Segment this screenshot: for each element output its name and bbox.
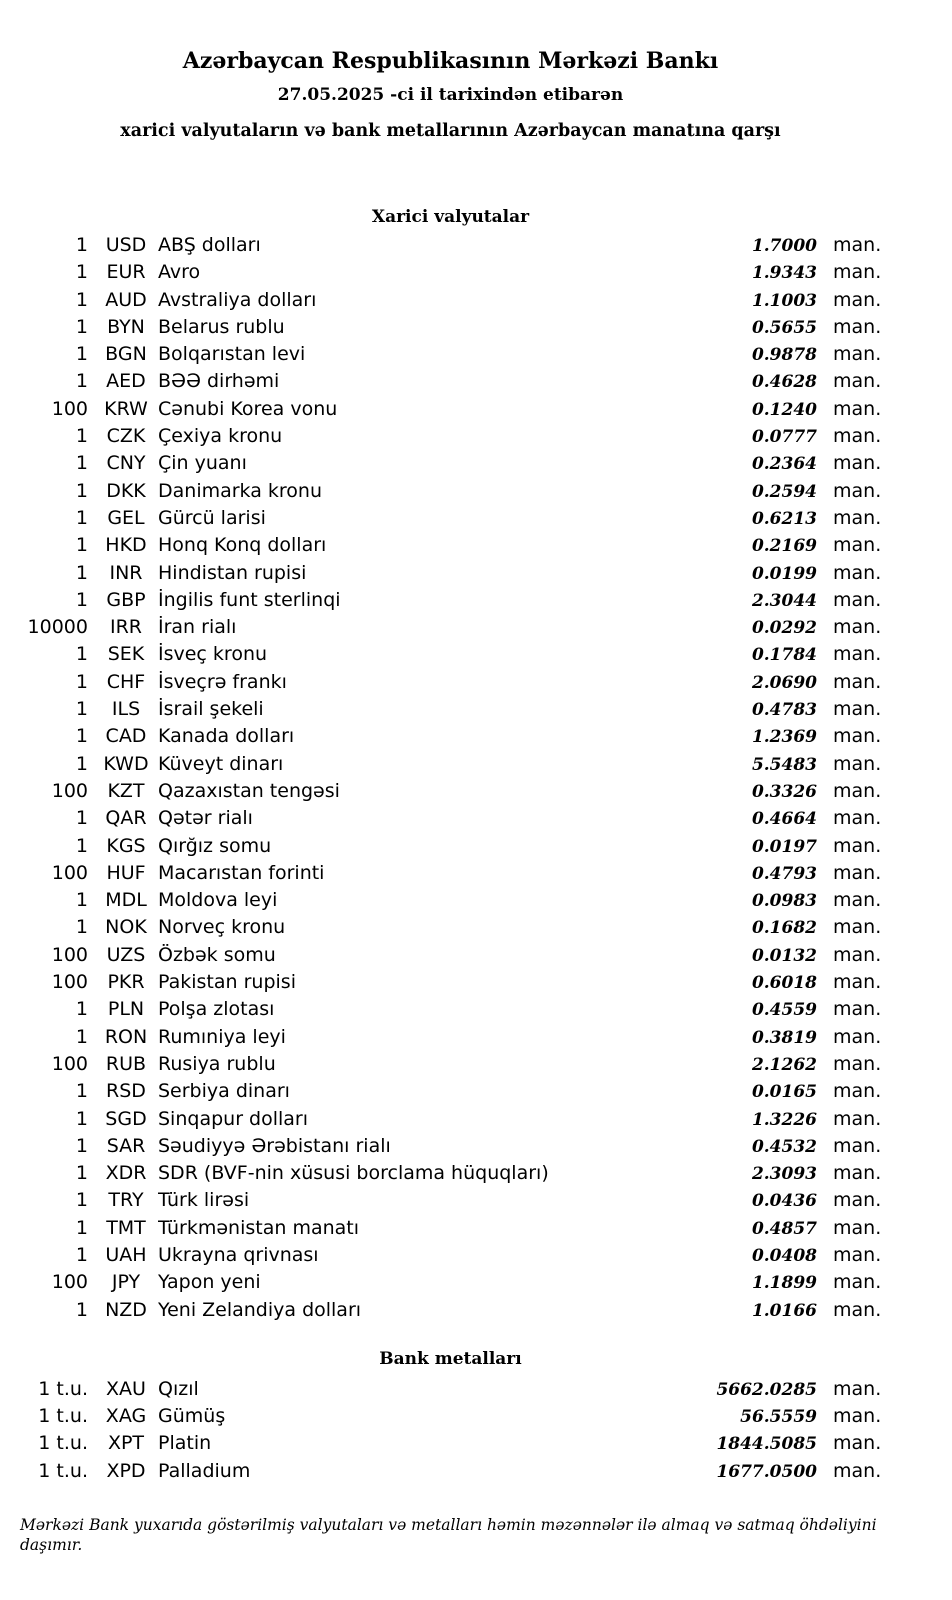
quantity-cell: 1	[75, 288, 88, 311]
rate-cell: 0.4783	[751, 700, 817, 721]
rate-cell: 2.1262	[751, 1054, 817, 1075]
currency-code-cell: GBP	[106, 588, 146, 611]
unit-cell: man.	[833, 1025, 882, 1048]
currency-name-cell: Özbək somu	[158, 943, 276, 966]
quantity-cell: 1	[75, 1025, 88, 1048]
unit-cell: man.	[833, 834, 882, 857]
currency-row	[20, 944, 881, 971]
currency-code-cell: UZS	[106, 943, 146, 966]
currency-code-cell: RUB	[105, 1052, 147, 1075]
unit-cell: man.	[833, 1459, 882, 1482]
quantity-cell: 100	[51, 943, 88, 966]
rate-cell: 0.6018	[751, 973, 817, 994]
currency-name-cell: Honq Konq dolları	[158, 534, 327, 557]
quantity-cell: 1 t.u.	[38, 1432, 88, 1455]
quantity-cell: 1	[75, 1134, 88, 1157]
rate-cell: 5662.0285	[716, 1379, 817, 1400]
currency-name-cell: Bolqarıstan levi	[158, 343, 306, 366]
currency-row	[20, 398, 881, 425]
quantity-cell: 1	[75, 752, 88, 775]
metal-row	[20, 1378, 881, 1405]
rate-cell: 1.1003	[751, 290, 817, 311]
currency-row	[20, 234, 881, 261]
quantity-cell: 100	[51, 861, 88, 884]
unit-cell: man.	[833, 425, 882, 448]
metal-name-cell: Palladium	[158, 1459, 251, 1482]
rate-cell: 0.3326	[751, 781, 817, 802]
metal-code-cell: XAU	[106, 1377, 146, 1400]
metal-row	[20, 1460, 881, 1487]
currency-name-cell: ABŞ dolları	[158, 234, 261, 256]
currency-code-cell: NOK	[105, 916, 147, 939]
currency-row	[20, 807, 881, 834]
rate-cell: 1844.5085	[716, 1434, 817, 1455]
rate-cell: 1.0166	[751, 1300, 817, 1321]
page-subtitle: xarici valyutaların və bank metallarının Azərbaycan manatına qarşı	[120, 121, 781, 141]
quantity-cell: 100	[51, 971, 88, 994]
rate-cell: 0.0777	[751, 427, 817, 448]
quantity-cell: 1	[75, 425, 88, 448]
currency-row	[20, 616, 881, 643]
currency-row	[20, 916, 881, 943]
currency-name-cell: Serbiya dinarı	[158, 1080, 290, 1103]
currency-name-cell: Danimarka kronu	[158, 479, 323, 502]
currency-name-cell: Macarıstan forinti	[158, 861, 325, 884]
currency-code-cell: SGD	[105, 1107, 147, 1130]
unit-cell: man.	[833, 1162, 882, 1185]
rate-cell: 1677.0500	[716, 1461, 817, 1482]
currency-code-cell: EUR	[106, 261, 146, 284]
unit-cell: man.	[833, 452, 882, 475]
rate-cell: 2.3093	[751, 1164, 817, 1185]
currency-code-cell: XDR	[105, 1162, 147, 1185]
quantity-cell: 1	[75, 698, 88, 721]
unit-cell: man.	[833, 1405, 882, 1428]
unit-cell: man.	[833, 998, 882, 1021]
unit-cell: man.	[833, 1134, 882, 1157]
metal-name-cell: Qızıl	[158, 1377, 199, 1400]
metal-code-cell: XAG	[105, 1405, 147, 1428]
rate-cell: 1.2369	[751, 727, 817, 748]
currency-name-cell: Yeni Zelandiya dolları	[158, 1298, 362, 1321]
unit-cell: man.	[833, 234, 882, 256]
currency-row	[20, 507, 881, 534]
page-title: Azərbaycan Respublikasının Mərkəzi Bankı	[182, 48, 719, 74]
quantity-cell: 10000	[27, 616, 88, 639]
currency-table	[20, 234, 881, 1326]
currency-row	[20, 671, 881, 698]
quantity-cell: 1	[75, 1298, 88, 1321]
quantity-cell: 1	[75, 998, 88, 1021]
currency-code-cell: BGN	[105, 343, 147, 366]
date-line: 27.05.2025 -ci il tarixindən etibarən	[277, 85, 624, 105]
unit-cell: man.	[833, 1216, 882, 1239]
rate-cell: 0.0292	[751, 618, 817, 639]
unit-cell: man.	[833, 397, 882, 420]
currency-row	[20, 835, 881, 862]
rate-cell: 0.0197	[751, 836, 817, 857]
currency-name-cell: Belarus rublu	[158, 315, 285, 338]
quantity-cell: 1	[75, 588, 88, 611]
quantity-cell: 1	[75, 343, 88, 366]
unit-cell: man.	[833, 1377, 882, 1400]
currency-row	[20, 725, 881, 752]
currency-name-cell: Moldova leyi	[158, 889, 278, 912]
quantity-cell: 1	[75, 261, 88, 284]
quantity-cell: 1	[75, 1162, 88, 1185]
unit-cell: man.	[833, 616, 882, 639]
unit-cell: man.	[833, 1243, 882, 1266]
currency-row	[20, 562, 881, 589]
currency-name-cell: İsveçrə frankı	[158, 670, 287, 693]
unit-cell: man.	[833, 1107, 882, 1130]
currency-code-cell: GEL	[107, 506, 145, 529]
unit-cell: man.	[833, 725, 882, 748]
currency-name-cell: Qazaxıstan tengəsi	[158, 779, 340, 802]
unit-cell: man.	[833, 943, 882, 966]
unit-cell: man.	[833, 370, 882, 393]
currency-name-cell: Avstraliya dolları	[158, 288, 317, 311]
currency-code-cell: KWD	[103, 752, 149, 775]
currency-name-cell: İngilis funt sterlinqi	[158, 588, 341, 611]
currency-name-cell: Çin yuanı	[158, 452, 247, 475]
currency-name-cell: Yapon yeni	[158, 1271, 261, 1294]
rate-cell: 0.4857	[751, 1218, 817, 1239]
currency-code-cell: JPY	[111, 1271, 141, 1294]
rate-cell: 1.3226	[751, 1109, 817, 1130]
currency-name-cell: İsrail şekeli	[158, 698, 264, 721]
unit-cell: man.	[833, 288, 882, 311]
currency-name-cell: Gürcü larisi	[158, 506, 266, 529]
rate-cell: 0.4628	[751, 372, 817, 393]
metal-row	[20, 1432, 881, 1459]
quantity-cell: 1	[75, 1216, 88, 1239]
currency-name-cell: Hindistan rupisi	[158, 561, 307, 584]
currency-code-cell: KRW	[104, 397, 148, 420]
unit-cell: man.	[833, 315, 882, 338]
currency-name-cell: Səudiyyə Ərəbistanı rialı	[158, 1134, 391, 1157]
currency-row	[20, 1189, 881, 1216]
currency-code-cell: QAR	[105, 807, 147, 830]
unit-cell: man.	[833, 698, 882, 721]
metals-table	[20, 1378, 881, 1487]
quantity-cell: 1	[75, 643, 88, 666]
currency-row	[20, 753, 881, 780]
currency-code-cell: USD	[105, 234, 147, 256]
currency-row	[20, 452, 881, 479]
currency-code-cell: CAD	[105, 725, 147, 748]
currency-row	[20, 589, 881, 616]
unit-cell: man.	[833, 261, 882, 284]
metal-name-cell: Gümüş	[158, 1405, 226, 1428]
rate-cell: 0.1240	[751, 399, 817, 420]
unit-cell: man.	[833, 506, 882, 529]
rate-cell: 0.6213	[751, 508, 817, 529]
currency-code-cell: TMT	[106, 1216, 146, 1239]
currency-name-cell: Cənubi Korea vonu	[158, 397, 338, 420]
unit-cell: man.	[833, 479, 882, 502]
currency-row	[20, 343, 881, 370]
quantity-cell: 1 t.u.	[38, 1377, 88, 1400]
rate-cell: 0.0436	[751, 1191, 817, 1212]
currency-name-cell: İran rialı	[158, 616, 237, 639]
currency-row	[20, 480, 881, 507]
rate-cell: 0.4664	[751, 809, 817, 830]
currency-row	[20, 1244, 881, 1271]
quantity-cell: 1	[75, 234, 88, 256]
rate-cell: 0.0132	[751, 945, 817, 966]
unit-cell: man.	[833, 343, 882, 366]
currency-code-cell: IRR	[109, 616, 142, 639]
currency-row	[20, 1299, 881, 1326]
quantity-cell: 1	[75, 479, 88, 502]
currency-name-cell: SDR (BVF-nin xüsusi borclama hüquqları)	[158, 1162, 549, 1185]
currency-name-cell: Ukrayna qrivnası	[158, 1243, 319, 1266]
unit-cell: man.	[833, 752, 882, 775]
currency-row	[20, 316, 881, 343]
rate-cell: 0.2364	[751, 454, 817, 475]
currency-row	[20, 643, 881, 670]
currency-code-cell: MDL	[105, 889, 147, 912]
rate-cell: 0.4793	[751, 863, 817, 884]
rate-cell: 56.5559	[740, 1407, 817, 1428]
currency-name-cell: Rusiya rublu	[158, 1052, 276, 1075]
rate-cell: 0.2594	[751, 481, 817, 502]
unit-cell: man.	[833, 779, 882, 802]
currency-row	[20, 425, 881, 452]
quantity-cell: 100	[51, 397, 88, 420]
currency-row	[20, 971, 881, 998]
currency-code-cell: CZK	[106, 425, 146, 448]
currency-code-cell: CHF	[106, 670, 146, 693]
quantity-cell: 1	[75, 1243, 88, 1266]
currency-code-cell: TRY	[108, 1189, 144, 1212]
unit-cell: man.	[833, 971, 882, 994]
metal-row	[20, 1405, 881, 1432]
currency-name-cell: Türk lirəsi	[158, 1189, 250, 1212]
rate-cell: 0.1682	[751, 918, 817, 939]
currency-code-cell: DKK	[106, 479, 146, 502]
currency-code-cell: KZT	[107, 779, 145, 802]
currency-code-cell: RSD	[106, 1080, 146, 1103]
currency-name-cell: Pakistan rupisi	[158, 971, 296, 994]
currency-code-cell: BYN	[107, 315, 145, 338]
currency-name-cell: Kanada dolları	[158, 725, 295, 748]
rate-cell: 0.1784	[751, 645, 817, 666]
currency-code-cell: AUD	[105, 288, 147, 311]
currency-row	[20, 889, 881, 916]
footer-note: Mərkəzi Bank yuxarıda göstərilmiş valyutaları və metalları həmin məzənnələr ilə almaq və satmaq öhdəliyini daşımır.	[20, 1516, 877, 1555]
currency-name-cell: Çexiya kronu	[158, 425, 283, 448]
quantity-cell: 100	[51, 1271, 88, 1294]
unit-cell: man.	[833, 889, 882, 912]
currency-row	[20, 1135, 881, 1162]
quantity-cell: 1	[75, 1107, 88, 1130]
currency-code-cell: SAR	[106, 1134, 146, 1157]
currency-code-cell: NZD	[105, 1298, 147, 1321]
section-heading-currencies: Xarici valyutalar	[371, 207, 530, 227]
rate-cell: 0.0199	[751, 563, 817, 584]
quantity-cell: 1	[75, 834, 88, 857]
quantity-cell: 1	[75, 315, 88, 338]
currency-code-cell: CNY	[106, 452, 146, 475]
rate-cell: 0.5655	[751, 317, 817, 338]
metal-code-cell: XPD	[106, 1459, 146, 1482]
rate-cell: 0.9878	[751, 345, 817, 366]
quantity-cell: 1	[75, 1080, 88, 1103]
currency-name-cell: Küveyt dinarı	[158, 752, 284, 775]
currency-code-cell: RON	[104, 1025, 148, 1048]
rate-cell: 0.0165	[751, 1082, 817, 1103]
currency-name-cell: İsveç kronu	[158, 643, 268, 666]
currency-row	[20, 1053, 881, 1080]
quantity-cell: 1	[75, 670, 88, 693]
currency-code-cell: KGS	[106, 834, 146, 857]
currency-name-cell: Rumıniya leyi	[158, 1025, 286, 1048]
currency-code-cell: SEK	[107, 643, 145, 666]
currency-name-cell: Avro	[158, 261, 201, 284]
section-heading-metals: Bank metalları	[379, 1348, 522, 1369]
quantity-cell: 100	[51, 779, 88, 802]
currency-name-cell: Polşa zlotası	[158, 998, 275, 1021]
unit-cell: man.	[833, 588, 882, 611]
currency-code-cell: AED	[106, 370, 146, 393]
unit-cell: man.	[833, 1298, 882, 1321]
currency-row	[20, 1162, 881, 1189]
quantity-cell: 1	[75, 506, 88, 529]
unit-cell: man.	[833, 1052, 882, 1075]
currency-row	[20, 780, 881, 807]
currency-code-cell: PKR	[107, 971, 145, 994]
rate-cell: 0.4532	[751, 1136, 817, 1157]
quantity-cell: 1	[75, 534, 88, 557]
currency-code-cell: PLN	[107, 998, 145, 1021]
quantity-cell: 1	[75, 561, 88, 584]
rate-cell: 2.3044	[751, 590, 817, 611]
unit-cell: man.	[833, 861, 882, 884]
currency-code-cell: HUF	[106, 861, 146, 884]
currency-name-cell: Türkmənistan manatı	[158, 1216, 360, 1239]
currency-row	[20, 534, 881, 561]
quantity-cell: 1	[75, 807, 88, 830]
currency-row	[20, 1080, 881, 1107]
quantity-cell: 1	[75, 452, 88, 475]
currency-row	[20, 1271, 881, 1298]
rate-cell: 0.3819	[751, 1027, 817, 1048]
currency-row	[20, 1217, 881, 1244]
currency-row	[20, 1026, 881, 1053]
currency-row	[20, 261, 881, 288]
currency-row	[20, 289, 881, 316]
unit-cell: man.	[833, 561, 882, 584]
currency-name-cell: BƏƏ dirhəmi	[158, 370, 280, 393]
rate-cell: 0.4559	[751, 1000, 817, 1021]
metal-code-cell: XPT	[107, 1432, 145, 1455]
quantity-cell: 1	[75, 1189, 88, 1212]
unit-cell: man.	[833, 1271, 882, 1294]
unit-cell: man.	[833, 670, 882, 693]
quantity-cell: 1	[75, 916, 88, 939]
rate-cell: 0.0408	[751, 1245, 817, 1266]
quantity-cell: 100	[51, 1052, 88, 1075]
quantity-cell: 1 t.u.	[38, 1459, 88, 1482]
currency-code-cell: HKD	[105, 534, 147, 557]
unit-cell: man.	[833, 534, 882, 557]
currency-name-cell: Norveç kronu	[158, 916, 286, 939]
metal-name-cell: Platin	[158, 1432, 212, 1455]
quantity-cell: 1	[75, 725, 88, 748]
quantity-cell: 1 t.u.	[38, 1405, 88, 1428]
unit-cell: man.	[833, 1189, 882, 1212]
currency-name-cell: Sinqapur dolları	[158, 1107, 309, 1130]
quantity-cell: 1	[75, 370, 88, 393]
rate-cell: 0.2169	[751, 536, 817, 557]
unit-cell: man.	[833, 916, 882, 939]
unit-cell: man.	[833, 1080, 882, 1103]
rate-cell: 1.7000	[751, 236, 817, 256]
unit-cell: man.	[833, 807, 882, 830]
currency-row	[20, 370, 881, 397]
rate-cell: 5.5483	[751, 754, 817, 775]
currency-code-cell: ILS	[111, 698, 141, 721]
rate-cell: 2.0690	[751, 672, 817, 693]
unit-cell: man.	[833, 1432, 882, 1455]
currency-name-cell: Qırğız somu	[158, 834, 272, 857]
currency-code-cell: UAH	[105, 1243, 147, 1266]
currency-name-cell: Qətər rialı	[158, 807, 253, 830]
currency-row	[20, 862, 881, 889]
currency-row	[20, 998, 881, 1025]
rate-cell: 1.1899	[751, 1273, 817, 1294]
quantity-cell: 1	[75, 889, 88, 912]
rate-cell: 1.9343	[751, 263, 817, 284]
unit-cell: man.	[833, 643, 882, 666]
rate-cell: 0.0983	[751, 891, 817, 912]
currency-code-cell: INR	[109, 561, 143, 584]
currency-row	[20, 698, 881, 725]
currency-row	[20, 1108, 881, 1135]
